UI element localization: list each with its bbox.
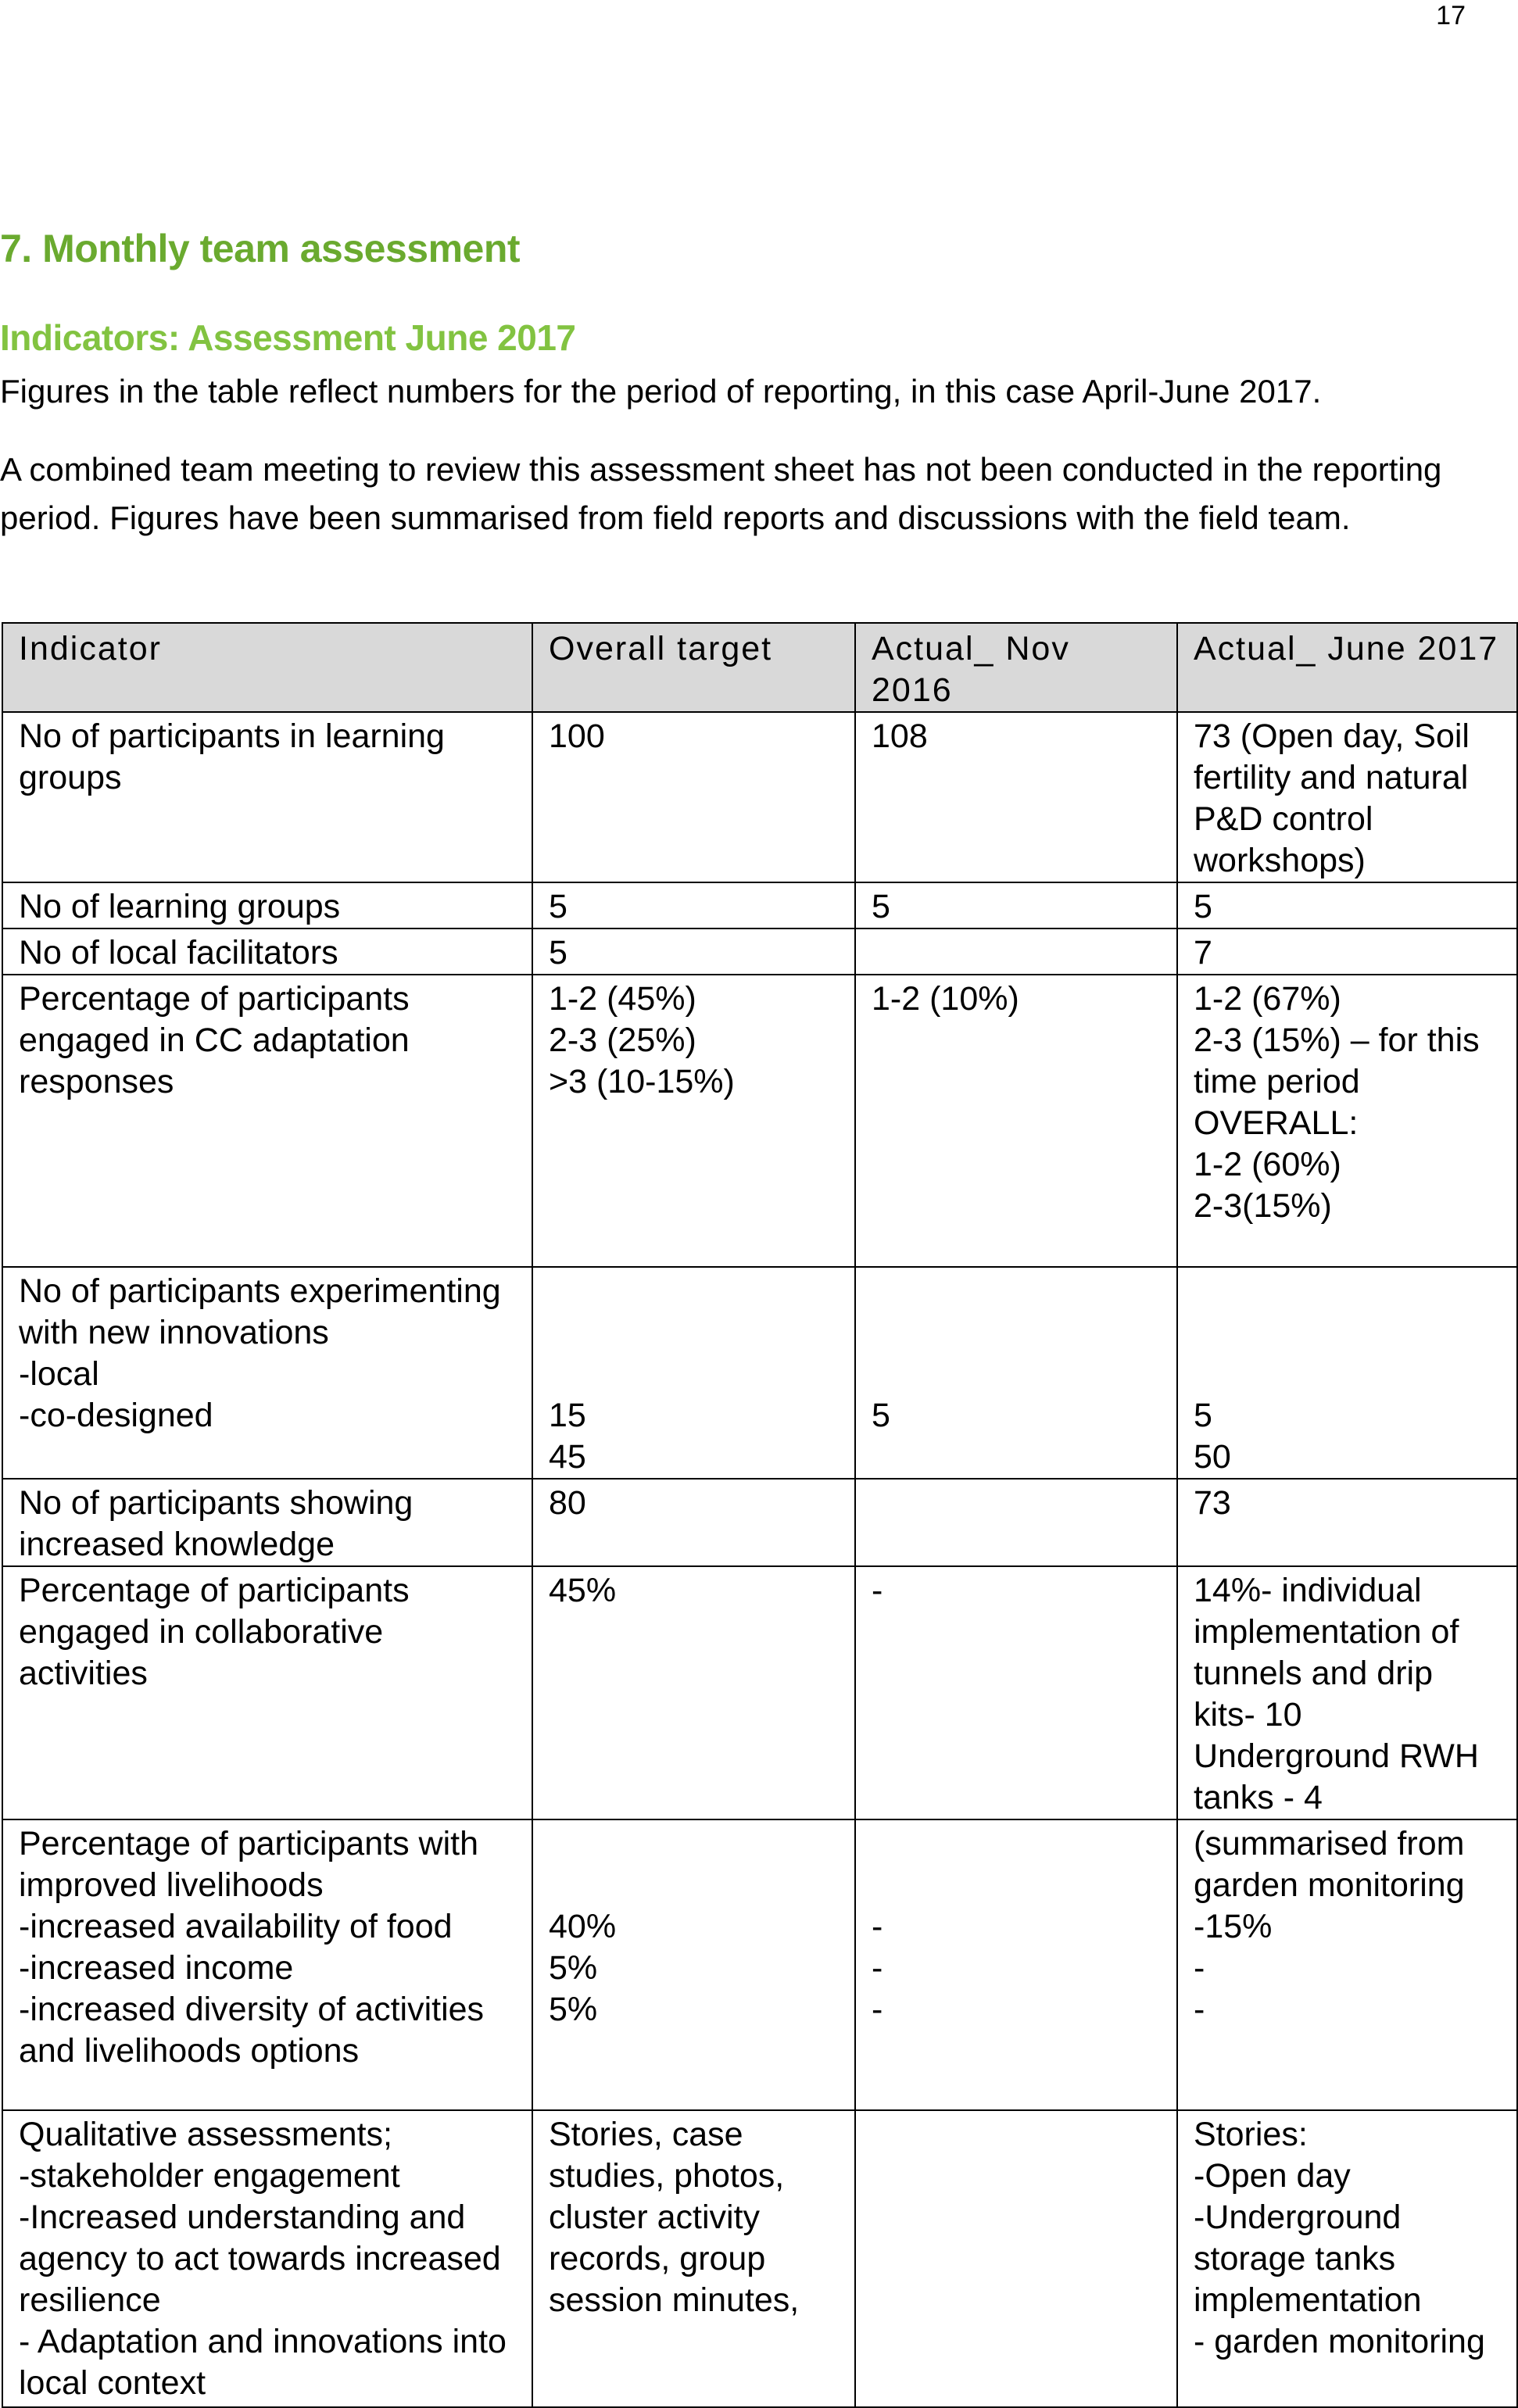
overall-target-cell: 40% 5% 5% [532, 1819, 855, 2110]
overall-target-cell: 45% [532, 1566, 855, 1819]
overall-target-cell: 100 [532, 712, 855, 882]
actual-nov-2016-cell [855, 2110, 1177, 2407]
table-header-row [2, 623, 1517, 712]
overall-target-cell: Stories, case studies, photos, cluster activity records, group session minutes, [532, 2110, 855, 2407]
page-number: 17 [1436, 1, 1466, 30]
indicator-cell: Percentage of participants engaged in CC adaptation responses [2, 975, 532, 1267]
overall-target-cell: 15 45 [532, 1267, 855, 1479]
actual-nov-2016-cell [855, 1479, 1177, 1566]
table-row [2, 975, 1517, 1267]
actual-june-2017-cell: 1-2 (67%) 2-3 (15%) – for this time period OVERALL: 1-2 (60%) 2-3(15%) [1177, 975, 1517, 1267]
overall-target-cell: 1-2 (45%) 2-3 (25%) >3 (10-15%) [532, 975, 855, 1267]
indicator-cell: No of local facilitators [2, 928, 532, 975]
actual-june-2017-cell: 14%- individual implementation of tunnels and drip kits- 10 Underground RWH tanks - 4 [1177, 1566, 1517, 1819]
actual-nov-2016-cell: 5 [855, 882, 1177, 928]
table-row [2, 1479, 1517, 1566]
actual-june-2017-cell: (summarised from garden monitoring -15% - - [1177, 1819, 1517, 2110]
meeting-paragraph: A combined team meeting to review this assessment sheet has not been conducted in the reporting period. Figures have been summarised from field reports and discussions with the field team. [0, 451, 1442, 536]
section-heading: 7. Monthly team assessment [0, 227, 521, 270]
indicator-cell: Qualitative assessments; -stakeholder engagement -Increased understanding and agency to act towards increased resilience - Adaptation and innovations into local context [2, 2110, 532, 2407]
header-actual-june-2017: Actual_ June 2017 [1177, 623, 1517, 712]
table-body [2, 712, 1517, 2407]
actual-june-2017-cell: 5 50 [1177, 1267, 1517, 1479]
overall-target-cell: 5 [532, 882, 855, 928]
table-row [2, 1267, 1517, 1479]
header-indicator: Indicator [2, 623, 532, 712]
actual-nov-2016-cell: 5 [855, 1267, 1177, 1479]
overall-target-cell: 80 [532, 1479, 855, 1566]
actual-nov-2016-cell: 108 [855, 712, 1177, 882]
table-row [2, 928, 1517, 975]
header-actual-nov-2016: Actual_ Nov 2016 [855, 623, 1177, 712]
intro-paragraph: Figures in the table reflect numbers for the period of reporting, in this case April-June 2017. [0, 373, 1322, 410]
indicator-cell: No of participants experimenting with new innovations -local -co-designed [2, 1267, 532, 1479]
header-overall-target: Overall target [532, 623, 855, 712]
actual-june-2017-cell: 73 [1177, 1479, 1517, 1566]
actual-nov-2016-cell: - [855, 1566, 1177, 1819]
actual-nov-2016-cell [855, 928, 1177, 975]
indicators-subheading: Indicators: Assessment June 2017 [0, 317, 576, 358]
overall-target-cell: 5 [532, 928, 855, 975]
indicator-cell: No of participants showing increased knowledge [2, 1479, 532, 1566]
actual-nov-2016-cell: 1-2 (10%) [855, 975, 1177, 1267]
indicator-cell: No of learning groups [2, 882, 532, 928]
indicator-cell: No of participants in learning groups [2, 712, 532, 882]
indicators-table [2, 622, 1518, 2408]
indicator-cell: Percentage of participants with improved livelihoods -increased availability of food -increased income -increased diversity of activities and livelihoods options [2, 1819, 532, 2110]
table-row [2, 1819, 1517, 2110]
table-row [2, 712, 1517, 882]
actual-nov-2016-cell: - - - [855, 1819, 1177, 2110]
actual-june-2017-cell: 7 [1177, 928, 1517, 975]
actual-june-2017-cell: 5 [1177, 882, 1517, 928]
table-row [2, 882, 1517, 928]
actual-june-2017-cell: 73 (Open day, Soil fertility and natural P&D control workshops) [1177, 712, 1517, 882]
table-row [2, 2110, 1517, 2407]
actual-june-2017-cell: Stories: -Open day -Underground storage tanks implementation - garden monitoring [1177, 2110, 1517, 2407]
table-row [2, 1566, 1517, 1819]
indicator-cell: Percentage of participants engaged in collaborative activities [2, 1566, 532, 1819]
